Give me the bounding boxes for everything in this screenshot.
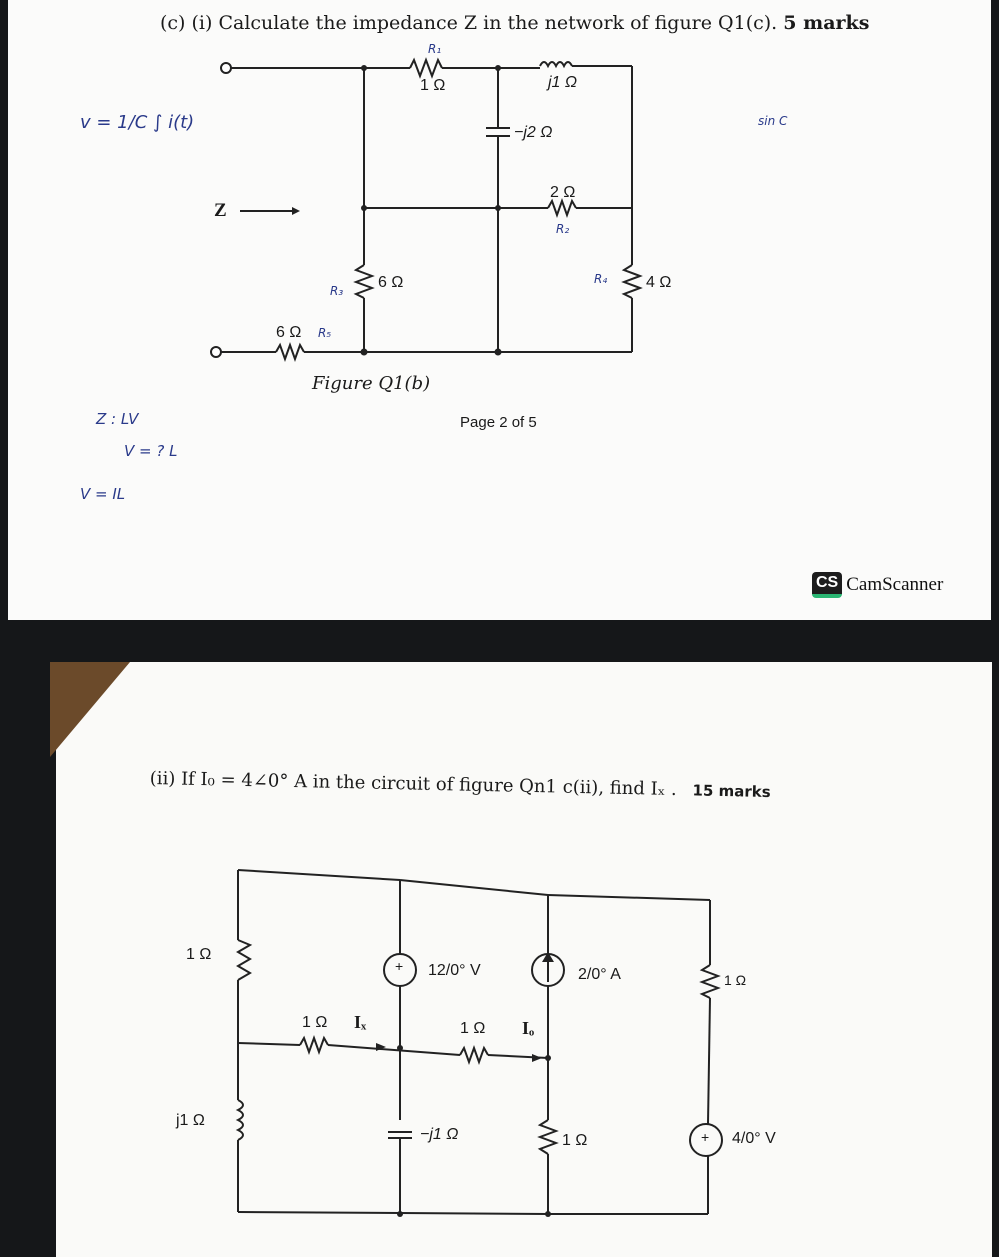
circuit-diagram-2 — [238, 870, 722, 1214]
label-r-left: 1 Ω — [186, 946, 212, 963]
label-r-mid2: 1 Ω — [460, 1020, 486, 1037]
handwritten-note-4: V = IL — [80, 485, 126, 503]
handwritten-r4: R₄ — [594, 272, 608, 286]
figure-caption: Figure Q1(b) — [312, 373, 431, 394]
label-r-bot: 1 Ω — [562, 1132, 588, 1149]
label-io: Iₒ — [522, 1018, 535, 1038]
camscanner-watermark — [812, 572, 943, 598]
label-l1: j1 Ω — [548, 74, 578, 91]
label-r3: 6 Ω — [378, 274, 404, 291]
label-r-right: 1 Ω — [724, 972, 747, 988]
label-cap: −j1 Ω — [420, 1126, 459, 1143]
label-r2: 2 Ω — [550, 184, 576, 201]
handwritten-r3: R₃ — [330, 284, 344, 298]
handwritten-r2: R₂ — [556, 222, 570, 236]
label-isrc: 2/0° A — [578, 966, 621, 983]
question-text: (c) (i) Calculate the impedance Z in the network of figure Q1(c). — [160, 12, 778, 34]
handwritten-note-5: sin C — [758, 114, 788, 128]
label-vsrc: 12/0° V — [428, 962, 481, 979]
label-r1: 1 Ω — [420, 77, 446, 94]
handwritten-r1: R₁ — [428, 42, 442, 56]
question-marks-2: 15 marks — [692, 781, 771, 802]
handwritten-note-3: V = ? L — [124, 442, 178, 460]
label-r5: 6 Ω — [276, 324, 302, 341]
camscanner-text: CamScanner — [846, 574, 944, 595]
vsrc-plus-icon: + — [395, 958, 404, 974]
label-vsrc2: 4/0° V — [732, 1130, 776, 1147]
question-marks: 5 marks — [783, 12, 870, 34]
handwritten-r5: R₅ — [318, 326, 332, 340]
question-text-2: (ii) If I₀ = 4∠0° A in the circuit of figure Qn1 c(ii), find Iₓ . — [149, 768, 677, 801]
page-number: Page 2 of 5 — [460, 414, 537, 431]
label-ix: Iₓ — [354, 1012, 367, 1032]
handwritten-note-2: Z : LV — [96, 410, 139, 428]
label-r4: 4 Ω — [646, 274, 672, 291]
label-l-left: j1 Ω — [176, 1112, 205, 1129]
label-c1: −j2 Ω — [514, 124, 553, 141]
camscanner-logo-icon: CS — [812, 572, 842, 598]
label-r-mid1: 1 Ω — [302, 1014, 328, 1031]
handwritten-note-1: v = 1/C ∫ i(t) — [80, 112, 195, 133]
vsrc2-plus-icon: + — [701, 1129, 710, 1145]
label-z: Z — [214, 200, 227, 221]
